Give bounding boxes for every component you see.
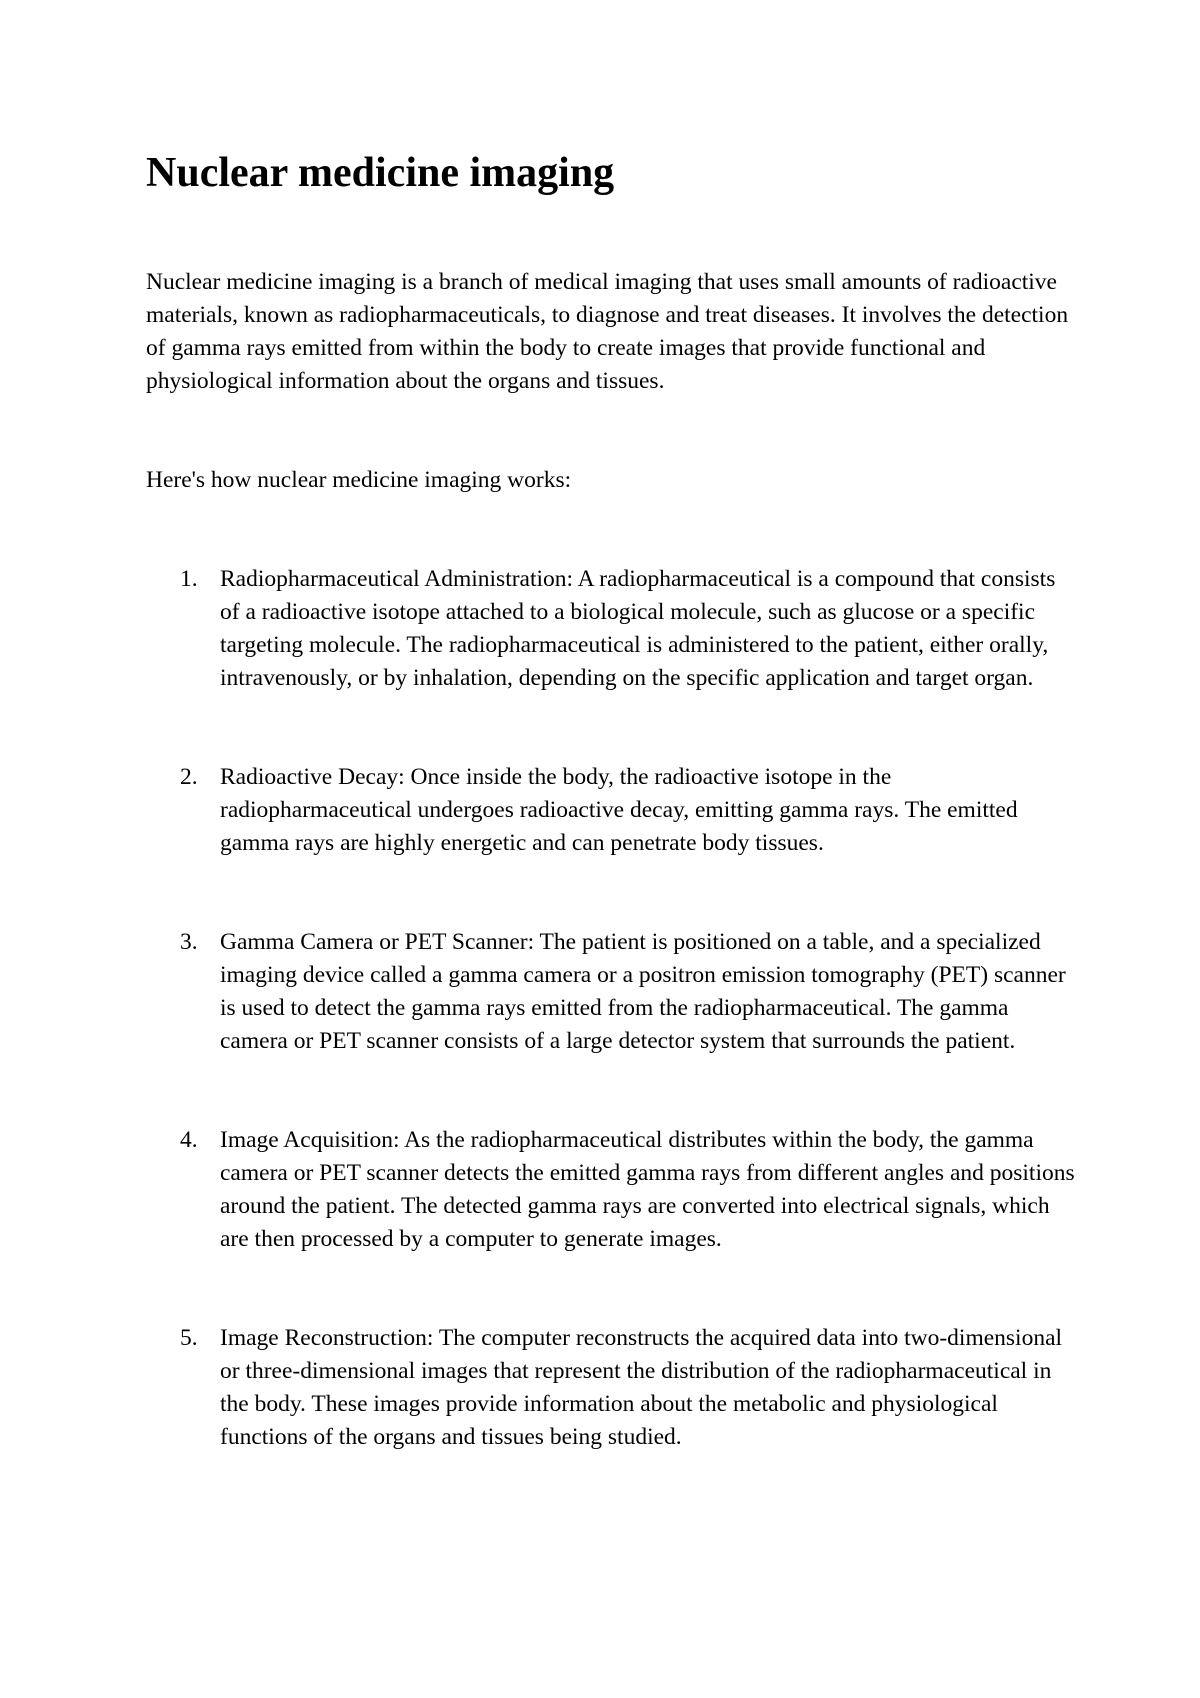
list-item-number: 4.: [180, 1127, 198, 1153]
list-item: [146, 761, 1076, 860]
list-item-text: Gamma Camera or PET Scanner: The patient is positioned on a table, and a specialized imaging device called a gamma camera or a positron emission tomography (PET) scanner is used to detect the gamma rays emitted from the radiopharmaceutical. The gamma camera or PET scanner consists of a large detector system that surrounds the patient.: [220, 929, 1066, 1054]
list-item: [146, 926, 1076, 1058]
list-item-text: Image Reconstruction: The computer reconstructs the acquired data into two-dimensional or three-dimensional images that represent the distribution of the radiopharmaceutical in the body. These images provide information about the metabolic and physiological functions of the organs and tissues being studied.: [220, 1325, 1063, 1450]
list-item-number: 5.: [180, 1325, 198, 1351]
list-item-text: Radioactive Decay: Once inside the body, the radioactive isotope in the radiopharmaceutical undergoes radioactive decay, emitting gamma rays. The emitted gamma rays are highly energetic and can penetrate body tissues.: [220, 764, 1018, 856]
list-item-text: Image Acquisition: As the radiopharmaceutical distributes within the body, the gamma camera or PET scanner detects the emitted gamma rays from different angles and positions around the patient. The detected gamma rays are converted into electrical signals, which are then processed by a computer to generate images.: [220, 1127, 1075, 1252]
steps-list: [146, 563, 1076, 1454]
intro-paragraph: Nuclear medicine imaging is a branch of medical imaging that uses small amounts of radioactive materials, known as radiopharmaceuticals, to diagnose and treat diseases. It involves the detection of gamma rays emitted from within the body to create images that provide functional and physiological information about the organs and tissues.: [146, 269, 1069, 394]
list-item-number: 2.: [180, 764, 198, 790]
list-item-number: 3.: [180, 929, 198, 955]
document-title: Nuclear medicine imaging: [146, 150, 615, 196]
list-item-text: Radiopharmaceutical Administration: A radiopharmaceutical is a compound that consists of a radioactive isotope attached to a biological molecule, such as glucose or a specific targeting molecule. The radiopharmaceutical is administered to the patient, either orally, intravenously, or by inhalation, depending on the specific application and target organ.: [220, 566, 1056, 691]
list-item: [146, 1322, 1076, 1454]
list-item: [146, 563, 1076, 695]
list-item-number: 1.: [180, 566, 198, 592]
list-item: [146, 1124, 1076, 1256]
lead-in-paragraph: Here's how nuclear medicine imaging works:: [146, 467, 572, 493]
document-body: [146, 138, 1076, 1454]
